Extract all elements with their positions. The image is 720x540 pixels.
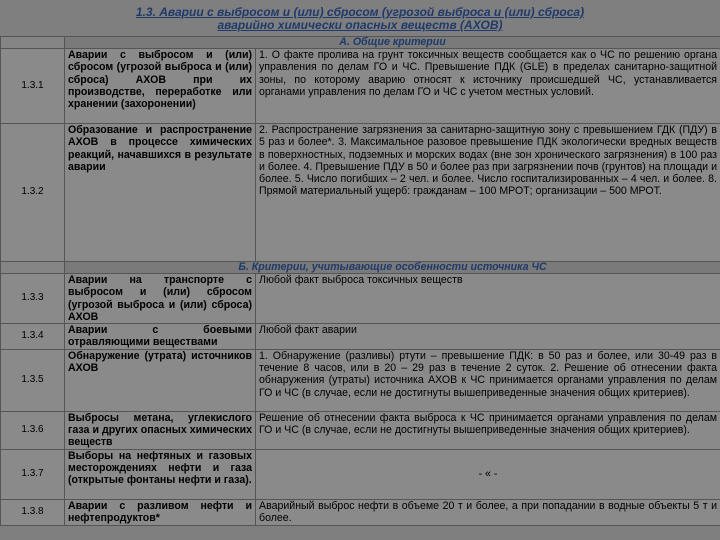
row-number: 1.3.7 [1, 449, 65, 499]
table-row [1, 411, 720, 449]
row-number: 1.3.3 [1, 274, 65, 324]
section-a-row [1, 37, 720, 49]
criteria-text: 1. Обнаружение (разливы) ртути – превышение ПДК: в 50 раз и более, или 30-49 раз в течение 8 часов, или в 20 – 29 раз в течение 2 суток. 2. Решение об отнесении факта обнаружения (утраты) источника АХОВ к ЧС принимается органами управления по делам ГО и ЧС (в случае, если не достигнуты вышеприведенные значения общих критериев). [256, 349, 720, 411]
criteria-text: Решение об отнесении факта выброса к ЧС принимается органами управления по делам ГО и ЧС (в случае, если не достигнуты вышеприведенные значения общих критериев). [256, 411, 720, 449]
row-number: 1.3.2 [1, 124, 65, 262]
table-row [1, 274, 720, 324]
emergency-type: Аварии с выбросом и (или) сбросом (угрозой выброса и (или) сброса) АХОВ при их производстве, переработке или хранении (захоронении) [65, 49, 256, 124]
criteria-text: 2. Распространение загрязнения за санитарно-защитную зону с превышением ГДК (ПДУ) в 5 раз и более*. 3. Максимальное разовое превышение ПДК экологически вредных веществ в поверхностных, подземных и морских водах (вне зон хронического загрязнения) в 100 раз и более. 4. Превышение ПДУ в 50 и более раз при загрязнении почв (грунтов) на площади и более. 5. Число погибших – 2 чел. и более. Число госпитализированных – 4 чел. и более. 8. Прямой материальный ущерб: гражданам – 100 МРОТ; организации – 500 МРОТ. [256, 124, 720, 262]
section-b-heading: Б. Критерии, учитывающие особенности источника ЧС [65, 262, 720, 274]
row-number: 1.3.5 [1, 349, 65, 411]
criteria-text: Любой факт выброса токсичных веществ [256, 274, 720, 324]
table-row [1, 499, 720, 525]
table-row [1, 124, 720, 262]
table-row [1, 349, 720, 411]
row-number: 1.3.8 [1, 499, 65, 525]
emergency-type: Образование и распространение АХОВ в процессе химических реакций, начавшихся в результате аварии [65, 124, 256, 262]
criteria-text: Аварийный выброс нефти в объеме 20 т и более, а при попадании в водные объекты 5 т и более. [256, 499, 720, 525]
page-title [0, 0, 720, 36]
table-row [1, 49, 720, 124]
title-line-1: 1.3. Аварии с выбросом и (или) сбросом (угрозой выброса и (или) сброса) [135, 5, 585, 19]
emergency-type: Обнаружение (утрата) источников АХОВ [65, 349, 256, 411]
section-a-heading: А. Общие критерии [65, 37, 720, 49]
emergency-type: Аварии с разливом нефти и нефтепродуктов* [65, 499, 256, 525]
row-number: 1.3.4 [1, 324, 65, 350]
criteria-text [256, 449, 720, 499]
criteria-table [0, 36, 720, 526]
emergency-type: Аварии на транспорте с выбросом и (или) сбросом (угрозой выброса и (или) сброса) АХОВ [65, 274, 256, 324]
criteria-text: 1. О факте пролива на грунт токсичных веществ сообщается как о ЧС по решению органа управления по делам ГО и ЧС. Превышение ПДК (GLE) в пределах санитарно-защитной зоны, по которому аварию относят к источнику происшедшей ЧС, устанавливается органами управления по делам ГО и ЧС с учетом местных условий. [256, 49, 720, 124]
table-row [1, 449, 720, 499]
ditto-mark: - « - [478, 468, 498, 481]
criteria-text: Любой факт аварии [256, 324, 720, 350]
row-number: 1.3.1 [1, 49, 65, 124]
table-row [1, 324, 720, 350]
section-b-row [1, 262, 720, 274]
row-number: 1.3.6 [1, 411, 65, 449]
title-line-2: аварийно химически опасных веществ (АХОВ) [217, 18, 503, 32]
emergency-type: Выборы на нефтяных и газовых месторождениях нефти и газа (открытые фонтаны нефти и газа). [65, 449, 256, 499]
emergency-type: Аварии с боевыми отравляющими веществами [65, 324, 256, 350]
emergency-type: Выбросы метана, углекислого газа и других опасных химических веществ [65, 411, 256, 449]
